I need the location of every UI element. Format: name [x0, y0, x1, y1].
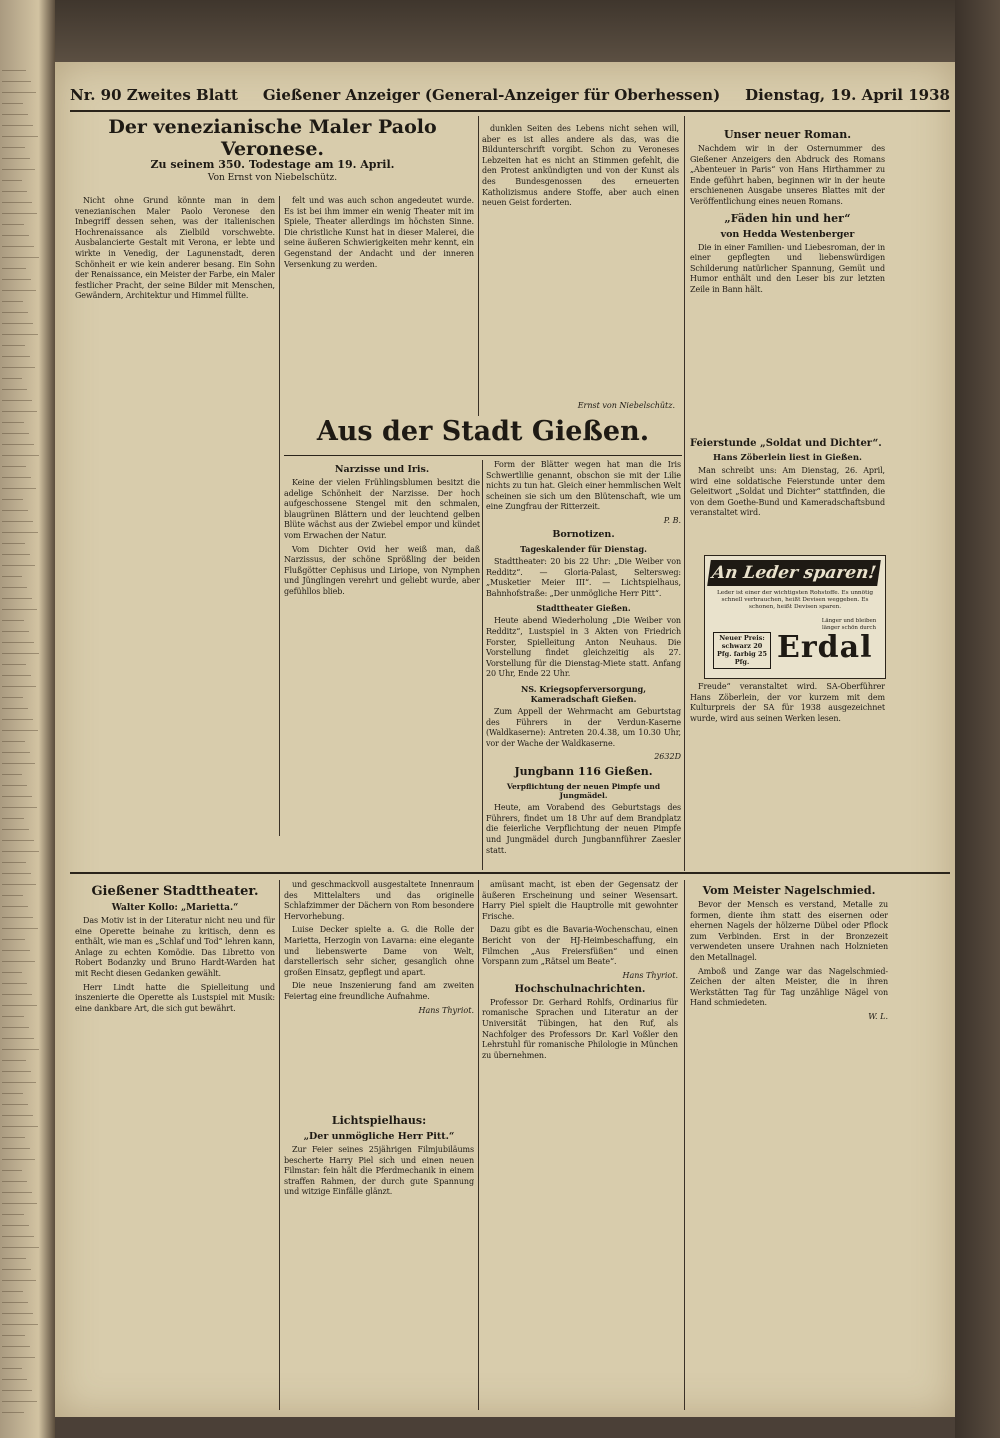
right-shadow — [955, 0, 1000, 1438]
edge-text-strip — [2, 1346, 30, 1347]
theater-column-2 — [284, 880, 474, 1090]
edge-text-strip — [2, 1060, 26, 1061]
signature: Ernst von Niebelschütz. — [577, 401, 675, 410]
edge-text-strip — [2, 191, 27, 192]
feierstunde-author: Hans Zöberlein liest in Gießen. — [713, 453, 862, 463]
edge-text-strip — [2, 1225, 29, 1226]
edge-text-strip — [2, 114, 28, 115]
column-rule — [279, 196, 280, 836]
edge-text-strip — [2, 1148, 30, 1149]
paragraph: Das Motiv ist in der Literatur nicht neu und für eine Operette beinahe zu kritisch, denn es enthält, wie man es „Schlaf und Tod“ lehren kann, Anlage zu echten Komödie. Das Libretto von Robert Bodanzky und Bruno Hardt-Warden hat mit Recht diesen Gedanken gewählt. — [75, 916, 275, 978]
edge-text-strip — [2, 1379, 27, 1380]
edge-text-strip — [2, 1082, 36, 1083]
hochschul-title: Hochschulnachrichten. — [514, 983, 646, 995]
edge-text-strip — [2, 1368, 22, 1369]
paragraph: Heute abend Wiederholung „Die Weiber von Redditz“, Lustspiel in 3 Akten von Friedrich Forster, Spielleitung Anton Neuhaus. Die Vorstellung findet gleichzeitig als 27. Vorstellung für die Dienstag-Miete statt. Anfang 20 Uhr, Ende 22 Uhr. — [486, 616, 681, 679]
edge-text-strip — [2, 268, 26, 269]
issue-label: Nr. 90 Zweites Blatt — [70, 86, 238, 104]
edge-text-strip — [2, 1115, 33, 1116]
edge-text-strip — [2, 1269, 31, 1270]
edge-text-strip — [2, 554, 30, 555]
edge-text-strip — [2, 763, 35, 764]
paragraph: amüsant macht, ist eben der Gegensatz der äußeren Erscheinung und seiner Wesensart. Harry Piel spielt die Hauptrolle mit gewohnter Frische. — [482, 880, 678, 921]
edge-text-strip — [2, 301, 23, 302]
edge-text-strip — [2, 587, 27, 588]
edge-text-strip — [2, 1137, 25, 1138]
edge-text-strip — [2, 92, 36, 93]
veronese-column-1 — [75, 196, 275, 836]
edge-text-strip — [2, 1247, 39, 1248]
edge-text-strip — [2, 521, 33, 522]
edge-text-strip — [2, 994, 32, 995]
edge-text-strip — [2, 312, 28, 313]
section-title: Aus der Stadt Gießen. — [316, 416, 650, 447]
paragraph: Amboß und Zange war das Nagelschmied-Zeichen der alten Meister, die in ihren Werkstätten Tag für Tag unzählige Nägel von Hand schmiedeten. — [690, 966, 888, 1008]
bornotizen-title: Bornotizen. — [552, 528, 615, 540]
edge-text-strip — [2, 488, 36, 489]
stadt-headline — [284, 416, 682, 456]
edge-text-strip — [2, 631, 29, 632]
roman-article — [690, 124, 885, 429]
ad-side-text: Länger und bleiben länger schön durch — [821, 618, 877, 631]
feierstunde-article — [690, 434, 885, 554]
edge-text-strip — [2, 455, 39, 456]
edge-text-strip — [2, 290, 36, 291]
edge-text-strip — [2, 1324, 38, 1325]
edge-text-strip — [2, 444, 34, 445]
page-header — [70, 86, 950, 112]
edge-text-strip — [2, 70, 26, 71]
ad-price: Neuer Preis: schwarz 20 Pfg. farbig 25 Pfg. — [713, 632, 771, 669]
issue-date: Dienstag, 19. April 1938 — [745, 86, 950, 104]
paragraph: Stadttheater: 20 bis 22 Uhr: „Die Weiber von Redditz“. — Gloria-Palast, Seltersweg: „Musketier Meier III“. — Lichtspielhaus, Bahnhofstraße: „Der unmögliche Herr Pitt“. — [486, 556, 681, 598]
edge-text-strip — [2, 356, 30, 357]
edge-text-strip — [2, 796, 32, 797]
edge-text-strip — [2, 334, 38, 335]
edge-text-strip — [2, 1214, 24, 1215]
nagelschmied-article — [690, 880, 888, 1410]
edge-text-strip — [2, 686, 36, 687]
article-author: Von Ernst von Niebelschütz. — [207, 173, 338, 183]
paragraph: felt und was auch schon angedeutet wurde. Es ist bei ihm immer ein wenig Theater mit im Spiele, Theater allerdings im höchsten Sinne. Die christliche Kunst hat in dieser Malerei, die seine äußeren Schwierigkeiten mehr kennt, ein Gegenstand der Andacht und der inneren Versenkung zu werden. — [284, 196, 474, 269]
edge-text-strip — [2, 1016, 24, 1017]
stadttheater-subtitle: Stadttheater Gießen. — [536, 603, 631, 614]
veronese-column-2 — [284, 196, 474, 408]
edge-text-strip — [2, 818, 24, 819]
edge-text-strip — [2, 1236, 34, 1237]
top-shadow — [55, 0, 955, 62]
paragraph: Bevor der Mensch es verstand, Metalle zu formen, diente ihm statt des eisernen oder ehernen Nagels der hölzerne Dübel oder Pflock zum Verbinden. Erst in der Bronzezeit verwendeten unsere Urahnen nach Holznieten den Metallnagel. — [690, 900, 888, 962]
edge-text-strip — [2, 1126, 38, 1127]
paragraph: und geschmackvoll ausgestaltete Innenraum des Mittelalters und das originelle Schlafzimmer der Dächern von Rom besondere Hervorhebung. — [284, 880, 474, 921]
veronese-column-3 — [482, 124, 679, 414]
roman-title: Unser neuer Roman. — [723, 128, 852, 141]
adjacent-page-edge — [0, 0, 55, 1438]
section-rule — [284, 455, 682, 456]
edge-text-strip — [2, 389, 27, 390]
edge-text-strip — [2, 323, 33, 324]
edge-text-strip — [2, 1104, 28, 1105]
edge-text-strip — [2, 169, 35, 170]
edge-text-strip — [2, 1401, 37, 1402]
novel-author: von Hedda Westenberger — [720, 228, 855, 240]
narzisse-article — [284, 460, 480, 866]
ad-text: Leder ist einer der wichtigsten Rohstoffe. Es unnötig schnell verbrauchen, heißt Devisen weggeben. Es schonen, heißt Devisen sparen. — [716, 590, 874, 610]
paragraph: Professor Dr. Gerhard Rohlfs, Ordinarius für romanische Sprachen und Literatur an der Universität Tübingen, hat den Ruf, als Nachfolger des Professors Dr. Karl Voßler den Lehrstuhl für romanische Philologie in München zu übernehmen. — [482, 997, 678, 1060]
jungbann-subtitle: Verpflichtung der neuen Pimpfe und Jungmädel. — [506, 782, 661, 801]
edge-text-strip — [2, 774, 22, 775]
edge-text-strip — [2, 510, 28, 511]
paragraph: Vom Dichter Ovid her weiß man, daß Narzissus, der schöne Sprößling der beiden Flußgötter Cephisus und Liriope, von Nymphen und Jünglingen verehrt und geliebt wurde, aber gefühllos blieb. — [284, 544, 480, 596]
paragraph: Dazu gibt es die Bavaria-Wochenschau, einen Bericht von der HJ-Heimbeschaffung, ein Filmchen „Aus Freiersfüßen“ und einen Vorspann zum „Rätsel um Beate“. — [482, 925, 678, 967]
edge-text-strip — [2, 983, 27, 984]
ad-banner: An Leder sparen! — [707, 560, 881, 586]
column-rule — [279, 880, 280, 1410]
edge-text-strip — [2, 664, 26, 665]
stadt-column-b — [486, 460, 681, 868]
article-title: Der venezianische Maler Paolo Veronese. — [108, 116, 437, 156]
paragraph: Form der Blätter wegen hat man die Iris Schwertlilie genannt, obschon sie mit der Lilie nichts zu tun hat. Gleich einer hemmlischen Welt scheinen sie sich um den Blütenschaft, wie um eine Zungfrau der Ritterzeit. — [486, 460, 681, 512]
edge-text-strip — [2, 730, 38, 731]
column-rule — [482, 460, 483, 870]
edge-text-strip — [2, 653, 39, 654]
edge-text-strip — [2, 202, 32, 203]
edge-text-strip — [2, 147, 25, 148]
edge-text-strip — [2, 1203, 37, 1204]
page-divider — [70, 872, 950, 874]
edge-text-strip — [2, 499, 23, 500]
edge-text-strip — [2, 1357, 35, 1358]
lichtspiel-title: Lichtspielhaus: — [331, 1114, 427, 1127]
edge-text-strip — [2, 422, 24, 423]
edge-text-strip — [2, 279, 31, 280]
veronese-headline — [75, 116, 470, 156]
paragraph: Zur Feier seines 25jährigen Filmjubiläums bescherte Harry Piel sich und einen neuen Filmstar: fein hält die Pferdmechanik in einem straffen Rahmen, der durch gute Spannung und witzige Einfälle glänzt. — [284, 1145, 474, 1197]
paragraph: Nachdem wir in der Osternummer des Gießener Anzeigers den Abdruck des Romans „Abenteuer in Paris“ von Hans Hirthammer zu Ende geführt haben, beginnen wir in der heute erschienenen Ausgabe unseres Blattes mit der Veröffentlichung eines neuen Romans. — [690, 144, 885, 206]
signature: Hans Thyriot. — [622, 970, 678, 980]
edge-text-strip — [2, 1313, 33, 1314]
edge-text-strip — [2, 1390, 32, 1391]
theater-article — [75, 880, 275, 1410]
edge-text-strip — [2, 862, 26, 863]
edge-text-strip — [2, 1412, 24, 1413]
edge-text-strip — [2, 532, 38, 533]
edge-text-strip — [2, 1181, 27, 1182]
edge-text-strip — [2, 1335, 25, 1336]
paragraph: Freude“ veranstaltet wird. SA-Oberführer Hans Zöberlein, der vor kurzem mit dem Kulturpreis der SA für 1938 ausgezeichnet wurde, wird aus seinen Werken lesen. — [690, 682, 885, 723]
edge-text-strip — [2, 1302, 28, 1303]
edge-text-strip — [2, 103, 23, 104]
edge-text-strip — [2, 807, 37, 808]
paragraph: Keine der vielen Frühlingsblumen besitzt die adelige Schönheit der Narzisse. Der hoch aufgeschossene Stengel mit den schmalen, blaugrünen Blättern und der leuchtend gelben Blüte wächst aus der Zwiebel empor und kündet vom Erwachen der Natur. — [284, 478, 480, 540]
edge-text-strip — [2, 708, 28, 709]
edge-text-strip — [2, 1049, 39, 1050]
edge-text-strip — [2, 411, 37, 412]
lichtspiel-column-2 — [482, 880, 678, 1410]
article-subtitle: Zu seinem 350. Todestage am 19. April. — [150, 158, 395, 171]
edge-text-strip — [2, 1291, 23, 1292]
paragraph: Man schreibt uns: Am Dienstag, 26. April, wird eine soldatische Feierstunde unter dem Geleitwort „Soldat und Dichter“ stattfinden, die von dem Goethe-Bund und Kameradschaftsbund veranstaltet wird. — [690, 466, 885, 518]
edge-text-strip — [2, 543, 25, 544]
feierstunde-title: Feierstunde „Soldat und Dichter“. — [690, 438, 882, 449]
theater-title: Gießener Stadttheater. — [91, 884, 259, 899]
edge-text-strip — [2, 785, 27, 786]
edge-text-strip — [2, 939, 25, 940]
edge-text-strip — [2, 961, 35, 962]
ns-title: NS. Kriegsopferversorgung, Kameradschaft Gießen. — [520, 683, 647, 704]
edge-text-strip — [2, 972, 22, 973]
signature: Hans Thyriot. — [418, 1005, 474, 1015]
edge-text-strip — [2, 235, 29, 236]
edge-text-strip — [2, 895, 23, 896]
edge-text-strip — [2, 1027, 29, 1028]
edge-text-strip — [2, 1258, 26, 1259]
edge-text-strip — [2, 697, 23, 698]
edge-text-strip — [2, 1093, 23, 1094]
column-rule — [684, 116, 685, 871]
novel-title: „Fäden hin und her“ — [724, 211, 851, 225]
erdal-advertisement — [704, 555, 886, 679]
column-rule — [478, 880, 479, 1410]
edge-text-strip — [2, 1038, 34, 1039]
signature: P. B. — [663, 515, 681, 525]
edge-text-strip — [2, 345, 25, 346]
paper-name: Gießener Anzeiger (General-Anzeiger für Oberhessen) — [262, 86, 721, 104]
edge-text-strip — [2, 873, 31, 874]
edge-text-strip — [2, 1280, 36, 1281]
edge-text-strip — [2, 1159, 35, 1160]
signature: W. L. — [868, 1011, 888, 1021]
edge-text-strip — [2, 719, 33, 720]
paragraph: Nicht ohne Grund könnte man in dem venezianischen Maler Paolo Veronese den Inbegriff dessen sehen, was der italienischen Hochrenaissance als Zielbild vorschwebte. Ausbalancierte Gestalt mit Verona, er lebte und wirkte in Venedig, der Lagunenstadt, deren Schönheit er wie kein anderer besang. Ein Sohn der Renaissance, ein Meister der Farbe, ein Maler festlicher Pracht, der seine Bilder mit Menschen, Gewändern, Architektur und Himmel füllte. — [75, 196, 275, 301]
edge-text-strip — [2, 213, 37, 214]
edge-text-strip — [2, 741, 25, 742]
edge-text-strip — [2, 136, 38, 137]
edge-text-strip — [2, 950, 30, 951]
nagel-title: Vom Meister Nagelschmied. — [702, 884, 876, 897]
edge-text-strip — [2, 246, 34, 247]
edge-text-strip — [2, 884, 36, 885]
edge-text-strip — [2, 1071, 31, 1072]
bottom-shadow — [55, 1417, 955, 1438]
edge-text-strip — [2, 180, 22, 181]
ns-code: 2632D — [654, 752, 681, 762]
column-rule — [684, 880, 685, 1410]
feierstunde-continued — [690, 682, 885, 867]
edge-text-strip — [2, 675, 31, 676]
theater-subtitle: Walter Kollo: „Marietta.“ — [111, 903, 239, 913]
edge-text-strip — [2, 609, 37, 610]
edge-text-strip — [2, 598, 32, 599]
paragraph: Die neue Inszenierung fand am zweiten Feiertag eine freundliche Aufnahme. — [284, 981, 474, 1001]
edge-text-strip — [2, 1170, 22, 1171]
lichtspiel-subtitle: „Der unmögliche Herr Pitt.“ — [303, 1131, 455, 1142]
edge-text-strip — [2, 378, 22, 379]
edge-text-strip — [2, 851, 39, 852]
edge-text-strip — [2, 1005, 37, 1006]
jungbann-title: Jungbann 116 Gießen. — [514, 765, 653, 779]
edge-text-strip — [2, 125, 33, 126]
edge-text-strip — [2, 367, 35, 368]
edge-text-strip — [2, 829, 29, 830]
paragraph: Herr Lindt hatte die Spielleitung und inszenierte die Operette als Lustspiel mit Musik: eine dankbare Art, die sich gut bewährt. — [75, 982, 275, 1013]
edge-text-strip — [2, 224, 24, 225]
edge-text-strip — [2, 81, 31, 82]
ad-brand-logo: Erdal — [777, 630, 873, 665]
paragraph: Zum Appell der Wehrmacht am Geburtstag des Führers in der Verdun-Kaserne (Waldkaserne): Antreten 20.4.38, um 10.30 Uhr, vor der Wache der Waldkaserne. — [486, 706, 681, 748]
paragraph: Luise Decker spielte a. G. die Rolle der Marietta, Herzogin von Lavarna: eine elegante und liebenswerte Dame von Welt, darstellerisch sehr sicher, gesanglich ohne großen Einsatz, gepflegt und apart. — [284, 925, 474, 977]
bornotizen-subtitle: Tageskalender für Dienstag. — [520, 543, 647, 554]
edge-text-strip — [2, 752, 30, 753]
lichtspiel-article — [284, 1110, 474, 1410]
edge-text-strip — [2, 466, 26, 467]
paragraph: Heute, am Vorabend des Geburtstags des Führers, findet um 18 Uhr auf dem Brandplatz die feierliche Verpflichtung der neuen Pimpfe und Jungmädel durch Jungbannführer Zaesler statt. — [486, 803, 681, 855]
edge-text-strip — [2, 906, 28, 907]
edge-text-strip — [2, 917, 33, 918]
column-rule — [478, 116, 479, 416]
edge-text-strip — [2, 620, 24, 621]
edge-text-strip — [2, 840, 34, 841]
veronese-byline — [75, 158, 470, 192]
edge-text-strip — [2, 400, 32, 401]
edge-text-strip — [2, 257, 39, 258]
edge-text-strip — [2, 158, 30, 159]
edge-text-strip — [2, 433, 29, 434]
edge-text-strip — [2, 928, 38, 929]
paragraph: dunklen Seiten des Lebens nicht sehen will, aber es ist alles andere als das, was die Bildunterschrift vorgibt. Schon zu Veroneses Lebzeiten hat es nicht an Stimmen gefehlt, die den Protest ankündigten und von der Kunst als des Bundesgenossen des erneuerten Katholizismus andere Stoffe, aber auch einen neuen Geist forderten. — [482, 124, 679, 208]
paragraph: Die in einer Familien- und Liebesroman, der in einer gepflegten und liebenswürdigen Schilderung natürlicher Spannung, Gemüt und Humor enthält und den Leser bis zur letzten Zeile in Bann hält. — [690, 242, 885, 294]
narzisse-title: Narzisse und Iris. — [334, 464, 430, 475]
edge-text-strip — [2, 642, 34, 643]
edge-text-strip — [2, 576, 22, 577]
edge-text-strip — [2, 565, 35, 566]
edge-text-strip — [2, 1192, 32, 1193]
edge-text-strip — [2, 477, 31, 478]
